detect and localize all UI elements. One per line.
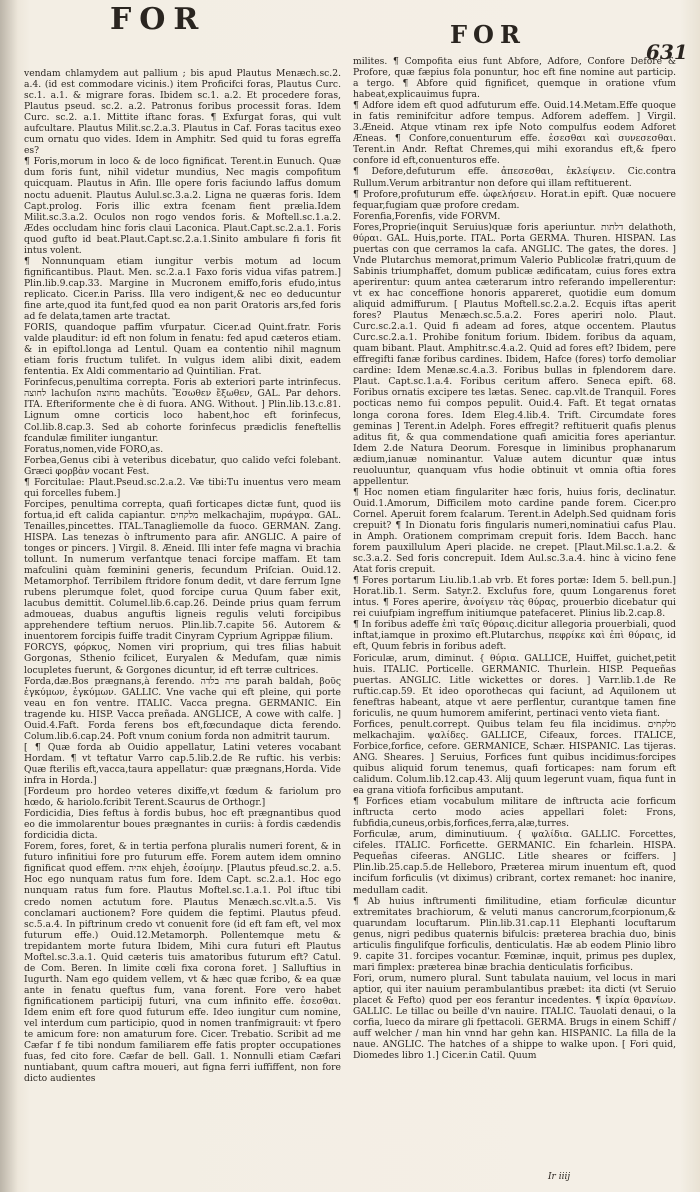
page-number: 631	[646, 40, 688, 64]
entry-paragraph: FORCYS, φόρκυς, Nomen viri proprium, qui tres filias habuit Gorgonas, Sthenio fcilicet, Euryalen & Medufam, quæ nimis locupletes fuerunt, & Gorgones dicuntur, id eft terræ cultrices.	[24, 642, 341, 676]
gutter-shadow	[0, 0, 18, 1192]
entry-paragraph: Foriculæ, arum, diminut. { θύρια. GALLICE, Huiffet, guichet,petit huis. ITALIC. Porticelle. GERMANIC. Thurlein. HISP. Pequeñas puertas. ANGLIC. Litle wickettes or dores. ] Varr.lib.1.de Re ruftic.cap.59. Et ideo oporothecas qui faciunt, ad Aquilonem ut feneftras habeant, atque vt aere perflentur, curantque tamen fine foriculis, ne quum humorem amiferint, pertinaci vento vieta fiant.	[353, 652, 676, 719]
entry-paragraph: Forfices, penult.corrept. Quibus telam feu fila incidimus. מלקחים melkachajim. ψαλίδες. GALLICE, Cifeaux, forces. ITALICE, Forbice,forfice, cefore. GERMANICE, Schær. HISPANIC. Las tijeras. ANG. Sheares. ] Seruius, Forfices funt quibus incidimus:forcipes quibus aliquid forum tenemus, quafi forticapes: nam forum eft calidum. Colum.lib.12.cap.43. Alij quum legerunt vuam, fiqua funt in ea grana vitiofa forficibus amputant.	[353, 718, 676, 797]
entry-paragraph: Forenfia,Forenfis, vide FORVM.	[353, 210, 501, 222]
running-head-right: FOR	[450, 20, 526, 49]
entry-paragraph: ¶ Defore,defuturum effe. ἀπεσεσθαι, ἐκλείψειν. Cic.contra Rullum.Verum arbitrantur non defore qui illam reftituerent.	[353, 166, 676, 189]
entry-paragraph: [ ¶ Quæ forda ab Ouidio appellatur, Latini veteres vocabant Hordam. ¶ vt teftatur Varro cap.5.lib.2.de Re ruftic. his verbis: Quæ fterilis eft,vacca,taura appellatur: quæ prægnans,Horda. Vide infra in Horda.]	[24, 741, 341, 786]
entry-paragraph: ¶ Adfore idem eft quod adfuturum effe. Ouid.14.Metam.Effe quoque in fatis reminifcitur adfore tempus. Adforem adeffem. ] Virgil. 3.Æneid. Atque vtinam rex ipfe Noto compulfus eodem Adforet Æneas. ¶ Confore,conuenturum effe. ἐσεσθαι καὶ συνεσεσθαι. Terent.in Andr. Reftat Chremes,qui mihi exorandus eft,& fpero confore id eft,conuenturos effe.	[353, 100, 676, 167]
entry-paragraph: milites. ¶ Compofita eius funt Abfore, Adfore, Confore Defore & Profore, quæ fæpius fola ponuntur, hoc eft fine nomine aut particip. a tergo. ¶ Abfore quid fignificet, quemque in oratione vfum habeat,explicauimus fupra.	[353, 56, 676, 101]
right-column	[353, 56, 676, 1178]
entry-paragraph: FORIS, quandoque paffim vfurpatur. Cicer.ad Quint.fratr. Foris valde plauditur: id eft non folum in fenatu: fed apud cæteros etiam. & in epiftol.longa ad Lentul. Quam ea contentio nihil magnum etiam foris fructum tulifet. In vulgus idem alibi dixit, eadem fententia. Ex Aldi commentario ad Quintilian. Frat.	[24, 322, 341, 378]
left-column	[24, 68, 341, 1178]
entry-paragraph: ¶ Foris,morum in loco & de loco fignificat. Terent.in Eunuch. Quæ dum foris funt, nihil videtur mundius, Nec magis compofitum quicquam. Plautus in Afin. Ille opere foris faciundo laffus domum noctu aduenit. Plautus Aulul.sc.3.a.2. Ligna ne quæras foris. Idem Capt.prolog. Foris illic extra fcenam fient prælia.Idem Milit.sc.3.a.2. Oculos non rogo vendos foris. & Moftell.sc.1.a.2. Ædes occludam hinc foris claui Laconica. Plaut.Capt.sc.2.a.1. Foris quod gufto id beat.Plaut.Capt.sc.2.a.1.Sinito ambulare fi foris fit intus volent.	[24, 156, 341, 256]
entry-paragraph: ¶ Hoc nomen etiam fingulariter hæc foris, huius foris, declinatur. Ouid.1.Amorum, Difficilem moto cardine pande forem. Cicer.pro Cornel. Aperuit forem fcalarum. Terent.in Adelph.Sed quidnam foris crepuit? ¶ In Dionatu foris fingularis numeri,nominatiui cafus Plau. in Amph. Orationem comprimam crepuit foris. Idem Bacch. hanc forem pauxillulum Aperi placide. ne crepet. [Plaut.Mil.sc.1.a.2. & sc.3.a.2. Sed foris concrepuit. Idem Aul.sc.3.a.4. hinc à vicino fene Atat foris crepuit.	[353, 486, 676, 576]
running-head-left: FOR	[110, 2, 207, 37]
entry-paragraph: ¶ Profore,profuturum effe. ὠφελήσειν. Horat.in epift. Quæ nocuere fequar,fugiam quæ profore credam.	[353, 188, 676, 211]
entry-paragraph: Foratus,nomen,vide FORO,as.	[24, 443, 164, 455]
entry-paragraph: ¶ Nonnunquam etiam iungitur verbis motum ad locum fignificantibus. Plaut. Men. sc.2.a.1 Faxo foris vidua vifas patrem.] Plin.lib.9.cap.33. Margine in Mucronem emiffo,foris efudo,intus replicato. Cicer.in Pariss. Illa vero indigent,& nec eo deducuntur fine arte,quod ita funt,fed quod ea non parit Oratoris ars,fed foris ad fe delata,tamen arte tractat.	[24, 255, 341, 323]
entry-paragraph: ¶ Fores portarum Liu.lib.1.ab vrb. Et fores portæ: Idem 5. bell.pun.] Horat.lib.1. Serm. Satyr.2. Exclufus fore, quum Longarenus foret intus. ¶ Fores aperire, ἀνοίγειν τὰς θύρας, prouerbio dicebatur qui rei cuiufpiam ingreffum initiumque patefaceret. Plinius lib.2.cap.8.	[353, 575, 676, 620]
entry-paragraph: Fordicidia, Dies feftus à fordis bubus, hoc eft prægnantibus quod eo die immolarentur boues prægnantes in curiis: à fordis cædendis fordicidia dicta.	[24, 808, 341, 842]
entry-paragraph: ¶ In foribus adeffe ἐπὶ ταῖς θύραις.dicitur allegoria prouerbiali, quod inftat,iamque in proximo eft.Plutarchus, πεφρίκε καὶ ἐπὶ θύραις, id eft, Quum febris in foribus adeft.	[353, 619, 676, 653]
entry-paragraph: ¶ Forcitulae: Plaut.Pseud.sc.2.a.2. Væ tibi:Tu inuentus vero meam qui forcelles fubem.]	[24, 476, 341, 499]
entry-paragraph: Forcipes, penultima correpta, quafi forticapes dictæ funt, quod iis fortua,id eft calida capiantur. מלקחים melkachajim, πυράγρα. GAL. Tenailles,pincettes. ITAL.Tanagliemolle da fuoco. GERMAN. Zang. HISPA. Las tenezas ò inftrumento para afir. ANGLIC. A paire of tonges or pincers. ] Virgil. 8. Æneid. Illi inter fefe magna vi brachia tollunt. In numerum verfantque tenaci forcipe maffam. Et tam mafculini quàm fœminini generis, fecundum Priſcian. Ouid.12. Metamorphof. Terribilem ftridore fonum dedit, vt dare ferrum Igne rubens plerumque folet, quod forcipe curua Quum faber exit, lacubus demittit. Columel.lib.6.cap.26. Deinde prius quam ferrum admoueas, duabus anguftis ligneis regulis veluti forcipibus apprehendere teftium neruos. Plin.lib.7.capite 56. Autorem & inuentorem forcipis fuiffe tradit Cinyram Cyprium Agrippæ filium.	[24, 498, 341, 643]
entry-paragraph: ¶ Forfices etiam vocabulum militare de inftructa acie forficum inftructa certo modo acies appellari folet: Frons, fubfidia,cuneus,orbis,forfices,ferra,alæ,turres.	[353, 796, 676, 830]
entry-paragraph: Fores,Proprie(inquit Seruius)quæ foris aperiuntur. דלתות delathoth, θύραι. GAL. Huis,porte. ITAL. Porta GERMA. Thuren. HISPAN. Las puertas con que cerramos la cafa. ANGLIC. The gates, the dores. ] Vnde Plutarchus memorat,primum Valerio Publicolæ fratri,quum de Sabinis triumphaffet, domum publicæ ædificatam, cuius fores extra aperirentur: quum antea cæterarum intro referando impellerentur: vt ex hac conceffione honoris appareret, quotidie eum domum aliquid admiffurum. [ Plautus Moftell.sc.2.a.2. Ecquis iftas aperit fores? Plautus Menæch.sc.5.a.2. Fores aperiri nolo. Plaut. Curc.sc.2.a.1. Quid fi adeam ad fores, atque occentem. Plautus Curc.sc.2.a.1. Prohibe fonitum forium. Ibidem. foribus da aquam, quam bibant. Plaut. Amphitr.sc.4.a.2. Quid ad fores eft? Ibidem, pere effregifti fanæ foribus cardines. Ibidem, Hafce (fores) torfo demoliar cardine: Idem Menæ.sc.4.a.3. Foribus bullas in fplendorem dare. Plaut. Capt.sc.1.a.4. Foribus ceritum affero. Seneca epift. 68. Foribus ornatis excipere tes lætas. Senec. cap.vlt.de Tranquil. Fores pocticas nemo fui compos pepulit. Ouid.4. Faft. Et tegat ornatas longa corona fores. Idem Eleg.4.lib.4. Trift. Circumdate fores geminas ] Terent.in Adelph. Fores effregit? reftituerit quafis plenus aditus fit, & qua commendatione quafi amicitia fores aperiantur. Idem 2.de Natura Deorum. Foresque in liminibus prophanarum ædium,ianuæ nominantur. Valuæ autem dicuntur quæ intus reuoluuntur, quanquam vfus hodie obtinuit vt omnia oftia fores appellentur.	[353, 221, 676, 487]
entry-paragraph: Forem, fores, foret, & in tertia perfona pluralis numeri forent, & in futuro infinitiui fore pro futurum effe. Forem autem idem omnino fignificat quod effem. אהיה ehjeh, ἐσοίμην. [Plautus pfeud.sc.2. a.5. Hoc ego nunquam ratus fum fore. Idem Capt. sc.2.a.1. Hoc ego nunquam ratus fum fore. Plautus Moftel.sc.1.a.1. Pol iftuc tibi credo nomen actutum fore. Plautus Menæch.sc.vlt.a.5. Vis conclamari auctionem? Fore quidem die feptimi. Plautus pfeud. sc.5.a.4. In piftrinum credo vt conuenit fore (id eft fam eft, vel mox futurum effe.) Ouid.12.Metamorph. Pollentemque metu & trepidantem morte futura Ibidem, Mihi cura futuri eft Plautus Moftel.sc.3.a.1. Quid cæteris tuis amatoribus futurum eft? Catul. de Com. Beren. In limite cœli fixa corona foret. ] Salluftius in Iugurth. Nam ego quidem vellem, vt & hæc quæ fcribo, & ea quæ ante in fenatu queftus fum, vana forent. Fore vero habet fignificationem participij futuri, vna cum infinito effe. ἐσεσθαι. Idem enim eft fore quod futurum effe. Ideo iungitur cum nomine, vel interdum cum participio, quod in nomen tranfmigrauit: vt fpero te amicum fore: non amaturum fore. Cicer. Trebatio. Scribit ad me Cæfar f fe tibi nondum familiarem effe fatis propter occupationes fuas, fed cito fore. Cæfar de bell. Gall. 1. Nonnulli etiam Cæfari nuntiabant, quum caftra moueri, aut figna ferri iuffiffent, non fore dicto audientes	[24, 841, 341, 1085]
entry-paragraph: ¶ Ab huius inftrumenti fimilitudine, etiam forficulæ dicuntur extremitates brachiorum, & veluti manus cancrorum,fcorpionum,& quarundam locuftarum. Plin.lib.31.cap.11 Elephanti locuftarum genus, nigri pedibus quaternis bifulcis: præterea brachia duo, binis articulis fingulifque forficulis, denticulatis. Hæ ab eodem Plinio libro 9. capite 31. forcipes vocantur. Fœminæ, inquit, primus pes duplex, mari fimplex: præterea binæ brachia denticulatis forficibus.	[353, 895, 676, 973]
entry-paragraph: vendam chlamydem aut pallium ; bis apud Plautus Menæch.sc.2. a.4. (id est commodare vicinis.) item Proficifci foras, Plautus Curc. sc.1. a.1. & migrare foras. Ibidem sc.1. a.2. Et procedere foras, Plautus pseud. sc.2. a.2. Patronus foribus processit foras. Idem Curc. sc.2. a.1. Mittite iftanc foras. ¶ Exfurgat foras, qui vult aufcultare. Plautus Milit.sc.2.a.3. Plautus in Caf. Foras tacitus exeo cum ornatu quo vides. Idem in Amphitr. Sed quid tu foras egreffa es?	[24, 68, 341, 157]
entry-paragraph: [Fordeum pro hordeo veteres dixiffe,vt fœdum & fariolum pro hœdo, & hariolo.fcribit Terent.Scaurus de Orthogr.]	[24, 786, 341, 809]
entry-paragraph: Forinfecus,penultima correpta. Foris ab exteriori parte intrinfecus. לחוצה lachuſon מחוצה machûts. Ἔσωθεν ἔξωθεν, GAL. Par dehors. ITA. Efteriformente che è di fuora. ANG. Without. ] Plin.lib.13.c.81. Lignum omne corticis loco habent,hoc eft forinfecus, Col.lib.8.cap.3. Sed ab cohorte forinfecus prædiclis feneftellis fcandulæ fimiliter iungantur.	[24, 377, 341, 444]
entry-paragraph: Fori, orum, numero plural. Sunt tabulata nauium, vel locus in mari aptior, qui iter nauium perambulantibus præbet: ita dicti (vt Seruio placet & Fefto) quod per eos ferantur incedentes. ¶ ἰκρία θρανίων. GALLIC. Le tillac ou beille d'vn nauire. ITALIC. Tauolati denaui, o la corfia, lueco da mirare gli fpettacoli. GERMA. Brugs in einem Schiff / auff welcher / man hin vnnd har gehn kan. HISPANIC. La filla de la naue. ANGLIC. The hatches of a shippe to walke upon. [ Fori quid, Diomedes libro 1.] Cicer.in Catil. Quum	[353, 972, 676, 1062]
entry-paragraph: Forbea,Genus cibi à veteribus dicebatur, quo calido vefci folebant. Græci φορβὰν vocant Fest.	[24, 454, 341, 477]
signature-mark: Ir iiij	[548, 1172, 571, 1182]
entry-paragraph: Forficulæ, arum, diminutiuum. { ψαλίδια. GALLIC. Forcettes, cifeles. ITALIC. Forficette. GERMANIC. Ein fcharlein. HISPA. Pequeñas cifeeras. ANGLIC. Litle sheares or fciffers. ] Plin.lib.25.cap.5.de Helleboro, Præterea mirum inuentum eft, quod incifum forficulis (vt diximus) cribrant, cortex remanet: hoc inanire, medullam cadit.	[353, 829, 676, 896]
entry-paragraph: Forda,dæ.Bos prægnans,à ferendo. פרה בלדה parah baldah, βοῦς ἐγκύμων, ἐγκύμων. GALLIC. Vne vache qui eft pleine, qui porte veau en fon ventre. ITALIC. Vacca pregna. GERMANIC. Ein tragende ku. HISP. Vacca preñada. ANGLICE, A cowe with calfe. ] Ouid.4.Faft. Forda ferens bos eft,fœcundaque dicta ferendo. Colum.lib.6.cap.24. Poft vnum conium forda non admitrit taurum.	[24, 675, 341, 742]
